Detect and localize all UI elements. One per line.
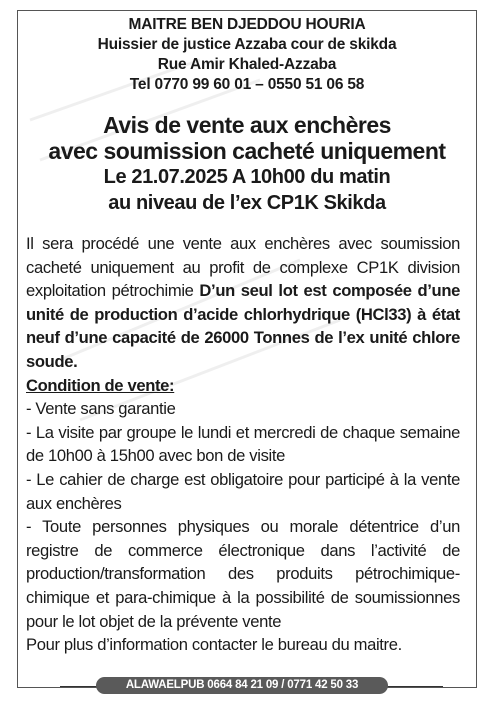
title-location: au niveau de l’ex CP1K Skikda [108, 192, 386, 214]
bailiff-role: Huissier de justice Azzaba cour de skikda [97, 36, 397, 53]
conditions-title: Condition de vente: [26, 375, 175, 395]
title-line-1: Avis de vente aux enchères [103, 112, 391, 138]
intro-paragraph [26, 232, 460, 374]
notice-body [26, 232, 460, 657]
notice-title [17, 112, 477, 216]
condition-item: - La visite par groupe le lundi et mercredi de chaque semaine de 10h00 à 15h00 avec bon de visite [26, 422, 460, 466]
condition-item: - Le cahier de charge est obligatoire pour participé à la vente aux enchères [26, 469, 460, 513]
publisher-badge: ALAWAELPUB 0664 84 21 09 / 0771 42 50 33 [96, 677, 388, 694]
title-line-2: avec soumission cacheté uniquement [48, 138, 446, 164]
closing-line: Pour plus d’information contacter le bureau du maitre. [26, 635, 402, 655]
condition-item: - Vente sans garantie [26, 399, 176, 419]
title-date: Le 21.07.2025 A 10h00 du matin [103, 166, 391, 188]
bailiff-address: Rue Amir Khaled-Azzaba [157, 56, 337, 73]
intro-text: Il sera procédé une vente aux enchères avec soumission cacheté uniquement au profit de complexe CP1K division exploitation pétrochimie [26, 234, 460, 301]
bailiff-name: MAITRE BEN DJEDDOU HOURIA [128, 16, 366, 33]
condition-item: - Toute personnes physiques ou morale détentrice d’un registre de commerce électronique dans l’activité de production/transformation des produits pétrochimique-chimique et para-chimique à la possibilité de soumissionnes pour le lot objet de la prévente vente [26, 517, 460, 631]
bailiff-header [17, 15, 477, 95]
bailiff-phone: Tel 0770 99 60 01 – 0550 51 06 58 [129, 76, 365, 93]
intro-bold-text: D’un seul lot est composée d’une unité de production d’acide chlorhydrique (HCl33) à état neuf d’une capacité de 26000 Tonnes de l’ex unité chlore soude. [26, 281, 460, 371]
